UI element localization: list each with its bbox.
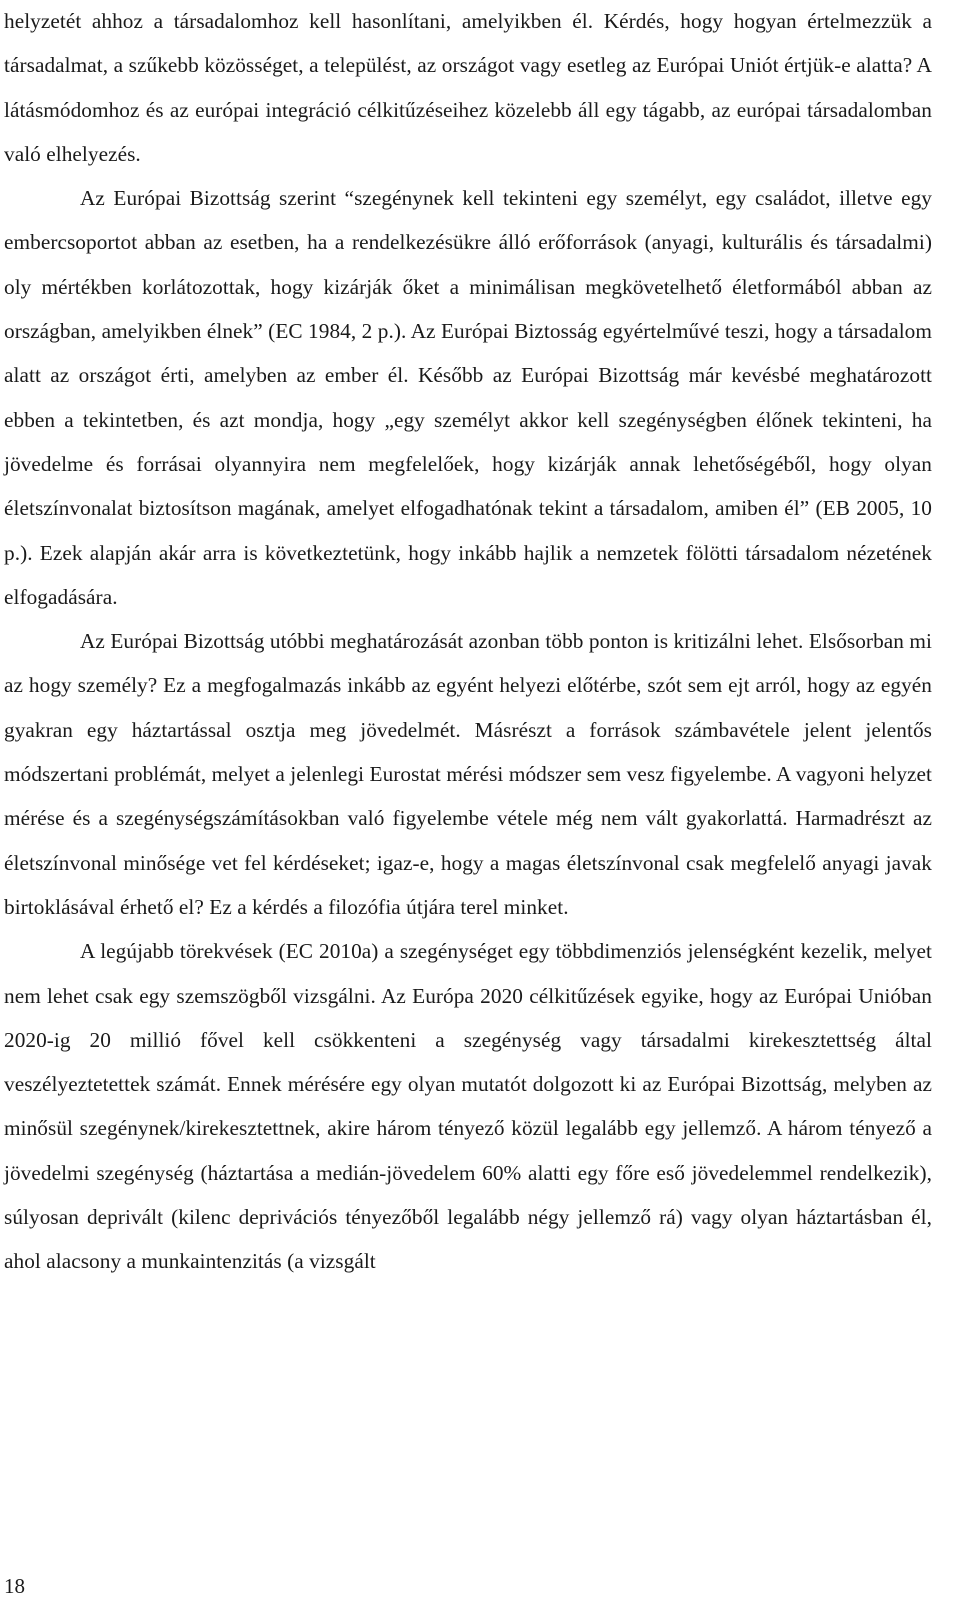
page-number: 18 xyxy=(4,1574,25,1598)
paragraph-critique: Az Európai Bizottság utóbbi meghatározását azonban több ponton is kritizálni lehet. Elsősorban mi az hogy személy? Ez a megfogalmazás inkább az egyént helyezi előtérbe, szót sem ejt arról, hogy az egyén gyakran egy háztartással osztja meg jövedelmét. Másrészt a források számbavétele jelent jelentős módszertani problémát, melyet a jelenlegi Eurostat mérési módszer sem vesz figyelembe. A vagyoni helyzet mérése és a szegénységszámításokban való figyelembe vétele még nem vált gyakorlattá. Harmadrészt az életszínvonal minősége vet fel kérdéseket; igaz-e, hogy a magas életszínvonal csak megfelelő anyagi javak birtoklásával érhető el? Ez a kérdés a filozófia útjára terel minket. xyxy=(4,629,932,919)
document-page xyxy=(4,0,932,1284)
paragraph-ec-definition: Az Európai Bizottság szerint “szegénynek kell tekinteni egy személyt, egy családot, illetve egy embercsoportot abban az esetben, ha a rendelkezésükre álló erőforrások (anyagi, kulturális és társadalmi) oly mértékben korlátozottak, hogy kizárják őket a minimálisan megkövetelhető életformából abban az országban, amelyikben élnek” (EC 1984, 2 p.). Az Európai Biztosság egyértelművé teszi, hogy a társadalom alatt az országot érti, amelyben az ember él. Később az Európai Bizottság már kevésbé meghatározott ebben a tekintetben, és azt mondja, hogy „egy személyt akkor kell szegénységben élőnek tekinteni, ha jövedelme és forrásai olyannyira nem megfelelőek, hogy kizárják annak lehetőségéből, hogy olyan életszínvonalat biztosítson magának, amelyet elfogadhatónak tekint a társadalom, amiben él” (EB 2005, 10 p.). Ezek alapján akár arra is következtetünk, hogy inkább hajlik a nemzetek fölötti társadalom nézetének elfogadására. xyxy=(4,186,932,609)
paragraph-continuation: helyzetét ahhoz a társadalomhoz kell hasonlítani, amelyikben él. Kérdés, hogy hogyan értelmezzük a társadalmat, a szűkebb közösséget, a települést, az országot vagy esetleg az Európai Uniót értjük-e alatta? A látásmódomhoz és az európai integráció célkitűzéseihez közelebb áll egy tágabb, az európai társadalomban való elhelyezés. xyxy=(4,9,932,166)
paragraph-europe-2020: A legújabb törekvések (EC 2010a) a szegénységet egy többdimenziós jelenségként kezelik, melyet nem lehet csak egy szemszögből vizsgálni. Az Európa 2020 célkitűzések egyike, hogy az Európai Unióban 2020-ig 20 millió fővel kell csökkenteni a szegénység vagy társadalmi kirekesztettség által veszélyeztetettek számát. Ennek mérésére egy olyan mutatót dolgozott ki az Európai Bizottság, melyben az minősül szegénynek/kirekesztettnek, akire három tényező közül legalább egy jellemző. A három tényező a jövedelmi szegénység (háztartása a medián-jövedelem 60% alatti egy főre eső jövedelemmel rendelkezik), súlyosan deprivált (kilenc deprivációs tényezőből legalább négy jellemző rá) vagy olyan háztartásban él, ahol alacsony a munkaintenzitás (a vizsgált xyxy=(4,939,932,1274)
